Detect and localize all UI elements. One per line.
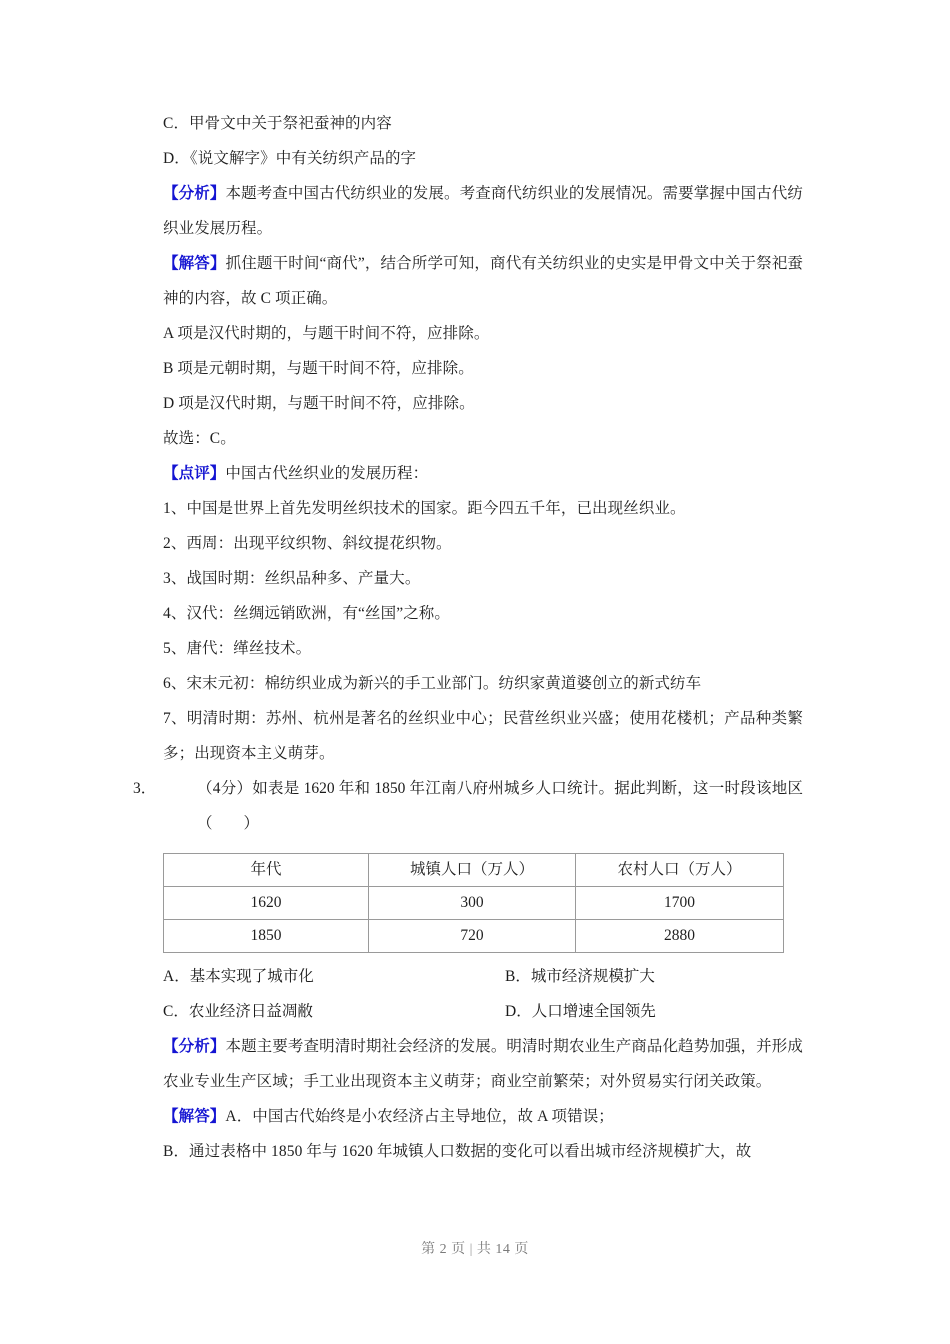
answer-choice-line: 故选：C。: [163, 430, 236, 447]
analysis-text: 本题考查中国古代纺织业的发展。考查商代纺织业的发展情况。需要掌握中国古代纺织业发展历程。: [163, 185, 804, 237]
analysis-tag: 【分析】: [163, 185, 226, 202]
comment-item: 7、明清时期：苏州、杭州是著名的丝织业中心；民营丝织业兴盛；使用花楼机；产品种类繁多；出现资本主义萌芽。: [163, 710, 803, 762]
population-statistics-table: [163, 853, 784, 953]
table-cell: 2880: [576, 920, 784, 953]
question-stem-text: （4分）如表是 1620 年和 1850 年江南八府州城乡人口统计。据此判断，这一时段该地区（ ）: [197, 780, 803, 832]
table-cell: 300: [369, 887, 576, 920]
answer-detail-line: B 项是元朝时期，与题干时间不符，应排除。: [163, 360, 474, 377]
page-content: [133, 106, 804, 1169]
comment-item: 2、西周：出现平纹织物、斜纹提花织物。: [163, 535, 452, 552]
answer-detail-line: D 项是汉代时期，与题干时间不符，应排除。: [163, 395, 475, 412]
population-table-wrapper: [163, 853, 803, 953]
table-cell: 1620: [164, 887, 369, 920]
comment-item: 3、战国时期：丝织品种多、产量大。: [163, 570, 421, 587]
table-row: [164, 920, 784, 953]
table-header-cell: 城镇人口（万人）: [369, 854, 576, 887]
table-cell: 1850: [164, 920, 369, 953]
table-header-cell: 年代: [164, 854, 369, 887]
analysis-tag: 【分析】: [163, 1038, 226, 1055]
analysis-paragraph-q2: [163, 176, 803, 246]
table-cell: 720: [369, 920, 576, 953]
answer-tag: 【解答】: [163, 1108, 226, 1125]
footer-separator: |: [469, 1242, 473, 1257]
answer-tag: 【解答】: [163, 255, 226, 272]
question-3-options-row-2: [163, 994, 803, 1029]
table-header-cell: 农村人口（万人）: [576, 854, 784, 887]
comment-tag: 【点评】: [163, 465, 226, 482]
answer-paragraph-q2: [163, 246, 803, 316]
answer-text: 抓住题干时间“商代”，结合所学可知，商代有关纺织业的史实是甲骨文中关于祭祀蚕神的内容，故 C 项正确。: [163, 255, 804, 307]
analysis-paragraph-q3: [163, 1029, 803, 1099]
footer-current-page: 第 2 页: [421, 1242, 466, 1257]
page-footer: [0, 1238, 950, 1258]
question-3-options-row-1: [163, 959, 803, 994]
question-3-stem: [133, 771, 803, 841]
option-a: A．基本实现了城市化: [163, 968, 314, 985]
option-c-line: C．甲骨文中关于祭祀蚕神的内容: [163, 115, 392, 132]
comment-item: 5、唐代：缂丝技术。: [163, 640, 312, 657]
comment-paragraph-q2: [163, 456, 803, 491]
answer-continuation-line: B．通过表格中 1850 年与 1620 年城镇人口数据的变化可以看出城市经济规模扩大，故: [163, 1143, 752, 1160]
answer-paragraph-q3: [163, 1099, 803, 1134]
option-b: B．城市经济规模扩大: [505, 968, 655, 985]
question-number: 3．: [133, 780, 157, 797]
table-cell: 1700: [576, 887, 784, 920]
answer-detail-line: A 项是汉代时期的，与题干时间不符，应排除。: [163, 325, 490, 342]
comment-item: 4、汉代：丝绸远销欧洲，有“丝国”之称。: [163, 605, 451, 622]
option-d-line: D．《说文解字》中有关纺织产品的字: [163, 150, 417, 167]
footer-total-pages: 共 14 页: [476, 1242, 529, 1257]
comment-item: 1、中国是世界上首先发明丝织技术的国家。距今四五千年，已出现丝织业。: [163, 500, 686, 517]
comment-text: 中国古代丝织业的发展历程：: [225, 465, 429, 482]
table-row: [164, 887, 784, 920]
option-d: D．人口增速全国领先: [505, 1003, 656, 1020]
option-c: C．农业经济日益凋敝: [163, 1003, 313, 1020]
table-header-row: [164, 854, 784, 887]
analysis-text: 本题主要考查明清时期社会经济的发展。明清时期农业生产商品化趋势加强，并形成农业专业生产区域；手工业出现资本主义萌芽；商业空前繁荣；对外贸易实行闭关政策。: [163, 1038, 804, 1090]
comment-item: 6、宋末元初：棉纺织业成为新兴的手工业部门。纺织家黄道婆创立的新式纺车: [163, 675, 702, 692]
answer-text: A．中国古代始终是小农经济占主导地位，故 A 项错误；: [225, 1108, 614, 1125]
